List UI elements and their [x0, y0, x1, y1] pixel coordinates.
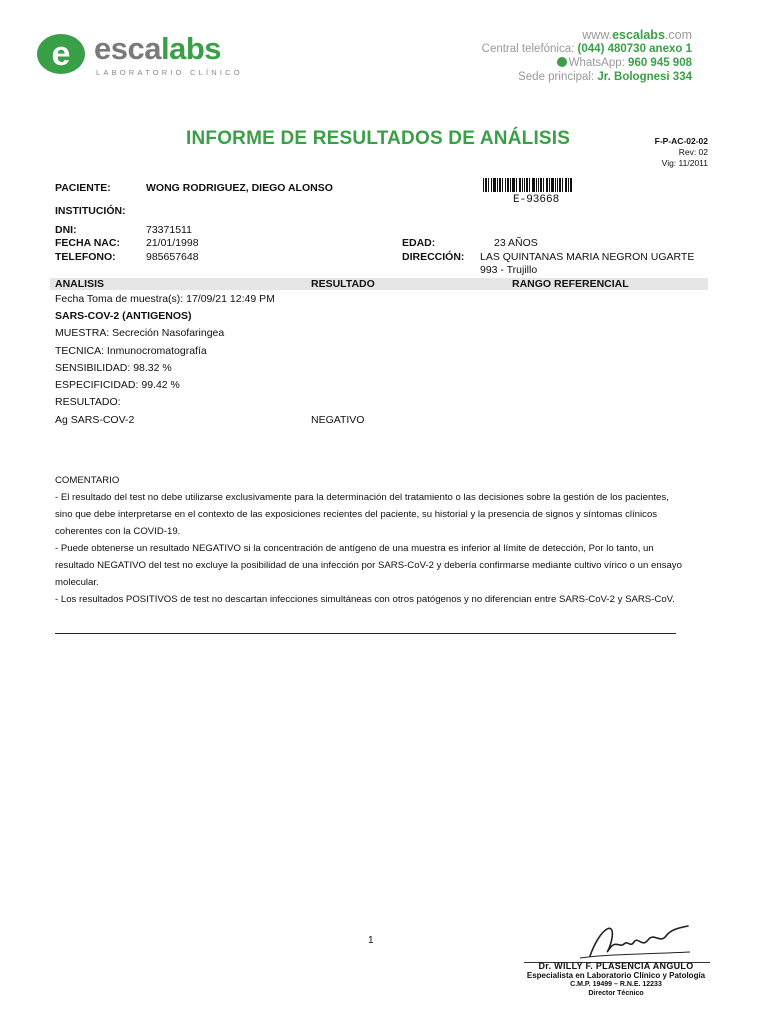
contact-block: [482, 28, 692, 84]
birth-date-value: 21/01/1998: [146, 237, 199, 249]
sample-date: Fecha Toma de muestra(s): 17/09/21 12:49 PM: [55, 293, 275, 305]
escalabs-logo-icon: [36, 30, 86, 76]
form-code-block: [655, 136, 708, 169]
address-line-1: LAS QUINTANAS MARIA NEGRON UGARTE: [480, 251, 695, 263]
address-line-2: 993 - Trujillo: [480, 264, 538, 276]
col-reference-range: RANGO REFERENCIAL: [512, 278, 629, 290]
institution-label: INSTITUCIÓN:: [55, 205, 126, 217]
doctor-name: Dr. WILLY F. PLASENCIA ANGULO: [538, 961, 694, 971]
comment-paragraph-3: - Los resultados POSITIVOS de test no descartan infecciones simultáneas con otros patógenos y no diferencian entre SARS-CoV-2 y SARS-CoV.: [55, 594, 675, 605]
doctor-stamp: [516, 962, 716, 998]
dni-label: DNI:: [55, 224, 77, 236]
comment-section: [55, 472, 685, 608]
col-result: RESULTADO: [311, 278, 375, 290]
result-value: NEGATIVO: [311, 414, 365, 426]
divider-line: [55, 633, 676, 634]
comment-paragraph-2: - Puede obtenerse un resultado NEGATIVO si la concentración de antígeno de una muestra es inferior al límite de detección, Por lo tanto, un resultado NEGATIVO del test no excluye la posibilidad de una infección por SARS-CoV-2 y debería confirmarse mediante cultivo vírico o un ensayo molecular.: [55, 543, 682, 588]
form-code: F-P-AC-02-02: [654, 136, 708, 146]
result-label: RESULTADO:: [55, 396, 121, 408]
sensitivity: SENSIBILIDAD: 98.32 %: [55, 362, 172, 374]
phone-label: TELEFONO:: [55, 251, 116, 263]
logo-tagline: LABORATORIO CLÍNICO: [96, 68, 243, 77]
test-name: SARS-COV-2 (ANTIGENOS): [55, 310, 192, 322]
patient-name: WONG RODRIGUEZ, DIEGO ALONSO: [146, 182, 333, 194]
phone-value: 985657648: [146, 251, 199, 263]
whatsapp-icon: [557, 57, 567, 67]
logo-wordmark: escalabs: [94, 31, 221, 66]
phone-line: Central telefónica: (044) 480730 anexo 1: [481, 43, 692, 55]
specificity: ESPECIFICIDAD: 99.42 %: [55, 379, 180, 391]
birth-date-label: FECHA NAC:: [55, 237, 120, 249]
dni-value: 73371511: [146, 224, 192, 236]
handwritten-signature-icon: [520, 918, 710, 964]
whatsapp-line: WhatsApp: 960 945 908: [482, 56, 692, 70]
patient-label: PACIENTE:: [55, 182, 111, 194]
age-label: EDAD:: [402, 237, 436, 249]
result-item: Ag SARS-COV-2: [55, 414, 135, 426]
doctor-registry: C.M.P. 19499 – R.N.E. 12233: [570, 981, 662, 988]
validity: Vig: 11/2011: [661, 158, 708, 168]
website: www.escalabs.com: [582, 28, 692, 42]
page-number: 1: [368, 935, 374, 946]
technique: TECNICA: Inmunocromatografía: [55, 345, 207, 357]
comment-heading: COMENTARIO: [55, 475, 120, 486]
doctor-specialty: Especialista en Laboratorio Clínico y Patología: [526, 971, 706, 980]
document-title: INFORME DE RESULTADOS DE ANÁLISIS: [186, 128, 571, 149]
svg-text:e: e: [51, 35, 71, 73]
sample-type: MUESTRA: Secreción Nasofaringea: [55, 327, 225, 339]
barcode-icon: [483, 178, 573, 192]
doctor-role: Director Técnico: [588, 990, 644, 997]
barcode-number: E-93668: [513, 194, 560, 206]
col-analysis: ANALISIS: [55, 278, 105, 290]
age-value: 23 AÑOS: [494, 237, 538, 249]
office-line: Sede principal: Jr. Bolognesi 334: [518, 71, 692, 83]
address-label: DIRECCIÓN:: [402, 251, 465, 263]
comment-paragraph-1: - El resultado del test no debe utilizarse exclusivamente para la determinación del tratamiento o las decisiones sobre la gestión de los pacientes, sino que debe interpretarse en el contexto de las exposiciones recientes del paciente, su historial y la presencia de signos y síntomas clínicos coherentes con la COVID-19.: [55, 492, 669, 537]
revision: Rev: 02: [678, 147, 708, 157]
